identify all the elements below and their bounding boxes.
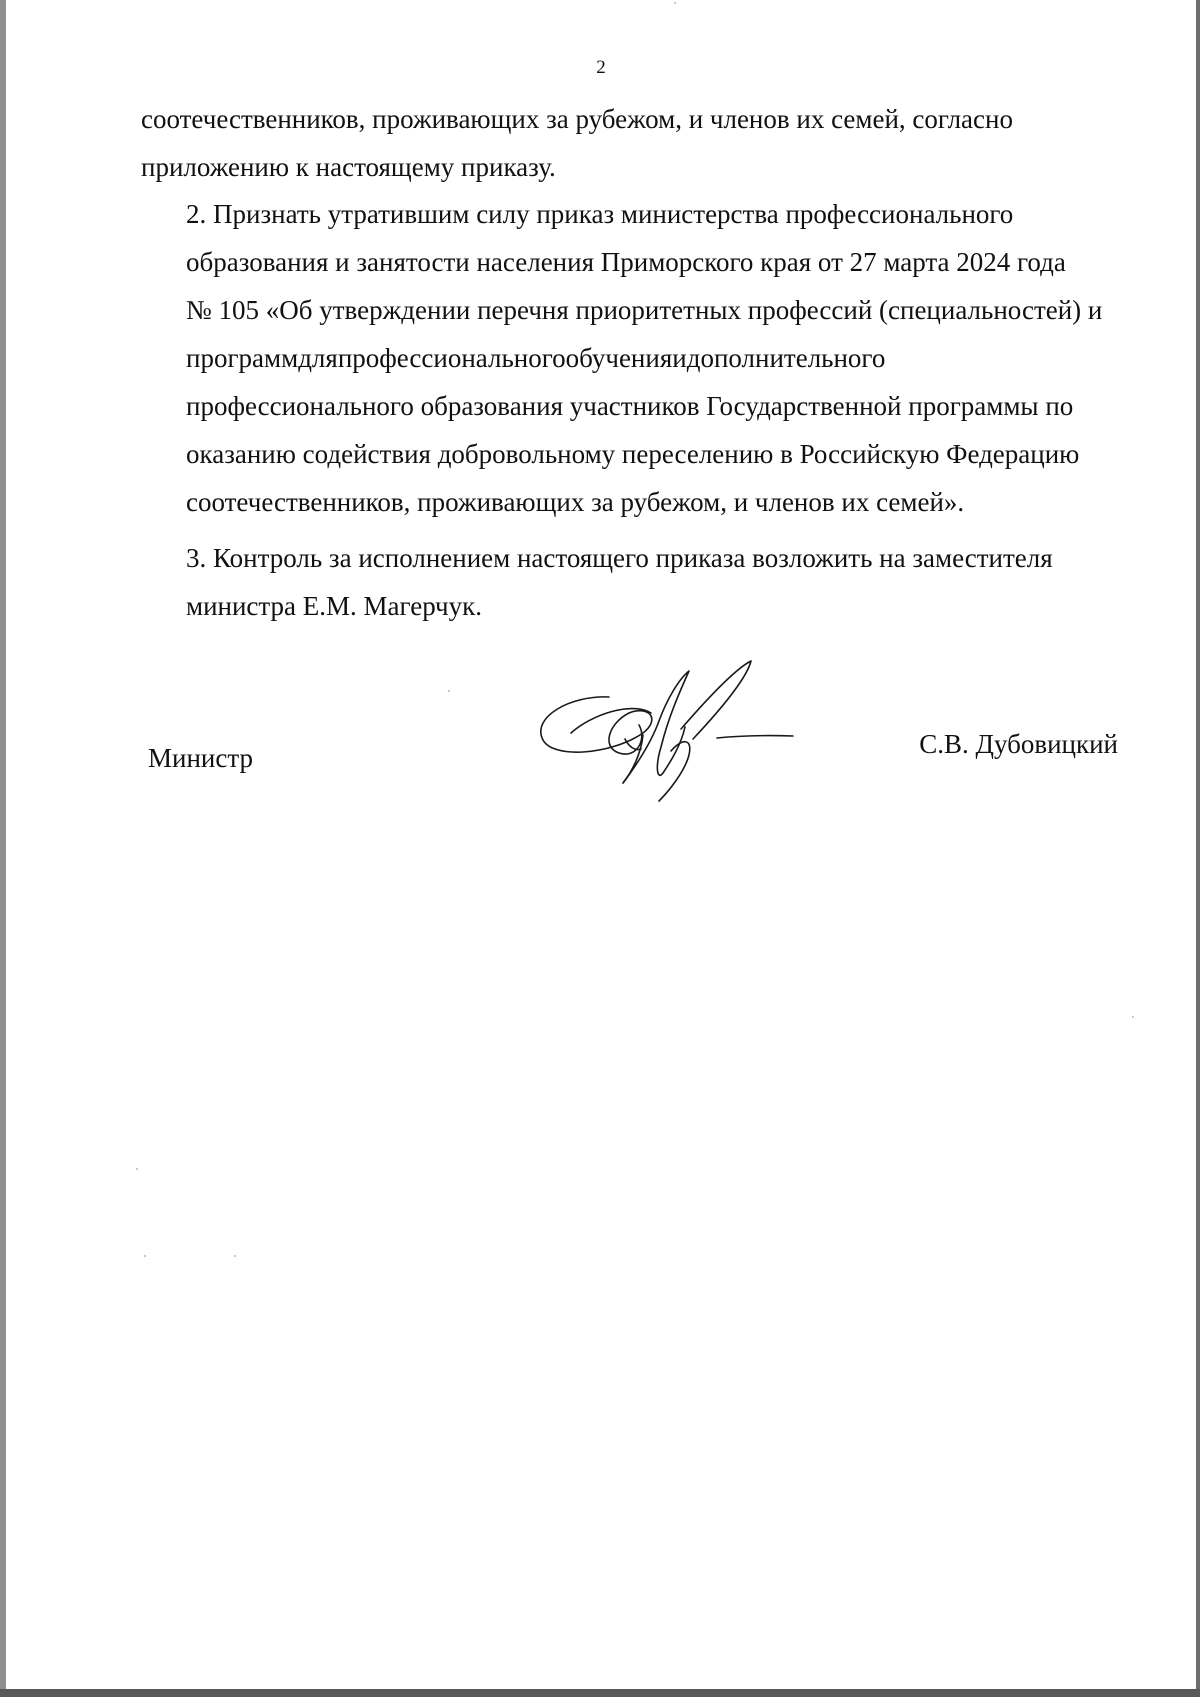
paragraph-2-line: 2. Признать утратившим силу приказ министерства профессионального bbox=[186, 199, 1014, 229]
paragraph-3 bbox=[141, 534, 1118, 630]
paragraph-2 bbox=[141, 190, 1118, 526]
word: для bbox=[298, 343, 338, 373]
paragraph-2-line: образования и занятости населения Приморского края от 27 марта 2024 года bbox=[186, 247, 1066, 277]
handwritten-signature bbox=[531, 655, 821, 805]
scan-speck bbox=[1132, 1016, 1134, 1018]
word: и bbox=[672, 343, 687, 373]
document-page bbox=[6, 0, 1196, 1689]
page-number: 2 bbox=[596, 57, 606, 78]
scan-speck bbox=[674, 2, 676, 4]
word: обучения bbox=[565, 343, 673, 373]
paragraph-3-line: министра Е.М. Магерчук. bbox=[186, 591, 482, 621]
word: профессионального bbox=[337, 343, 566, 373]
signatory-name: С.В. Дубовицкий bbox=[919, 729, 1118, 759]
paragraph-2-line: соотечественников, проживающих за рубежом, и членов их семей». bbox=[186, 487, 965, 517]
scan-edge-right bbox=[1196, 0, 1200, 1697]
paragraph-2-line bbox=[141, 334, 1118, 382]
scan-speck bbox=[448, 690, 450, 692]
signatory-title: Министр bbox=[148, 743, 253, 773]
paragraph-1-line: приложению к настоящему приказу. bbox=[141, 152, 556, 182]
word: программ bbox=[186, 343, 299, 373]
paragraph-1-line: соотечественников, проживающих за рубежом, и членов их семей, согласно bbox=[141, 104, 1013, 134]
paragraph-2-line: профессионального образования участников Государственной программы по bbox=[186, 391, 1074, 421]
scan-speck bbox=[136, 1168, 138, 1170]
paragraph-3-line: 3. Контроль за исполнением настоящего приказа возложить на заместителя bbox=[186, 543, 1053, 573]
paragraph-2-line: оказанию содействия добровольному переселению в Российскую Федерацию bbox=[186, 439, 1080, 469]
scan-speck bbox=[234, 1255, 236, 1257]
paragraph-2-line: № 105 «Об утверждении перечня приоритетных профессий (специальностей) и bbox=[186, 295, 1103, 325]
scan-edge-bottom bbox=[0, 1689, 1200, 1697]
paragraph-1 bbox=[141, 95, 1118, 191]
scan-speck bbox=[144, 1255, 146, 1257]
word: дополнительного bbox=[686, 343, 886, 373]
